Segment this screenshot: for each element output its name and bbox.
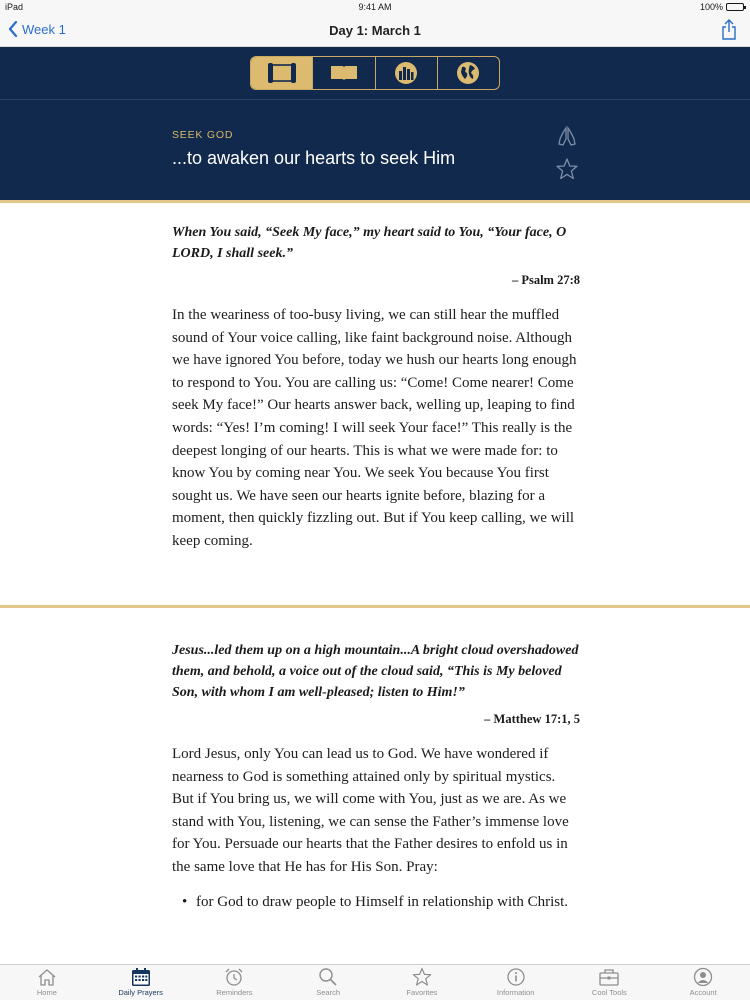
tab-label: Search bbox=[316, 988, 340, 997]
tab-cool-tools[interactable] bbox=[563, 965, 657, 1000]
share-icon bbox=[720, 19, 738, 41]
back-button-label: Week 1 bbox=[22, 21, 66, 37]
device-label: iPad bbox=[5, 2, 24, 12]
prayer-section bbox=[172, 640, 580, 913]
toolbox-icon bbox=[598, 967, 620, 987]
tab-label: Account bbox=[689, 988, 717, 997]
tab-label: Reminders bbox=[216, 988, 253, 997]
day-header bbox=[0, 47, 750, 200]
tab-label: Daily Prayers bbox=[118, 988, 163, 997]
tab-bar bbox=[0, 964, 750, 1000]
praying-hands-icon bbox=[556, 125, 578, 152]
account-icon bbox=[692, 967, 714, 987]
prayer-points bbox=[172, 891, 580, 913]
status-bar bbox=[0, 0, 750, 14]
tab-label: Favorites bbox=[406, 988, 438, 997]
globe-icon bbox=[455, 60, 481, 86]
segment-scroll[interactable] bbox=[251, 57, 313, 89]
battery-percent: 100% bbox=[699, 2, 723, 12]
home-icon bbox=[36, 967, 58, 987]
segment-globe[interactable] bbox=[438, 57, 499, 89]
scripture-reference: – Matthew 17:1, 5 bbox=[484, 712, 580, 726]
navigation-bar bbox=[0, 14, 750, 47]
calendar-icon bbox=[130, 967, 152, 987]
scripture-reference: – Psalm 27:8 bbox=[511, 273, 580, 287]
scripture-quote: Jesus...led them up on a high mountain...A bright cloud overshadowed them, and behold, a voice out of the cloud said, “This is My beloved Son, with whom I am well-pleased; listen to Him!” bbox=[172, 643, 579, 700]
star-icon bbox=[555, 157, 579, 181]
tab-search[interactable] bbox=[281, 965, 375, 1000]
tab-account[interactable] bbox=[656, 965, 750, 1000]
battery-icon bbox=[726, 3, 744, 11]
segment-book[interactable] bbox=[313, 57, 375, 89]
page-title: Day 1: March 1 bbox=[329, 23, 421, 38]
prayer-text: Lord Jesus, only You can lead us to God. We have wondered if nearness to God is something attained only by spiritual mystics. But if You bring us, we will come with You, just as we are. As we stand with You, listening, we can sense the Father’s immense love for You. Persuade our hearts that the Father desires to enfold us in the same love that He has for His Son. Pray: bbox=[172, 746, 569, 875]
section-eyebrow: SEEK GOD bbox=[172, 129, 234, 141]
city-icon bbox=[393, 60, 419, 86]
tab-information[interactable] bbox=[469, 965, 563, 1000]
info-icon bbox=[505, 967, 527, 987]
prayer-title: ...to awaken our hearts to seek Him bbox=[172, 148, 456, 168]
back-button[interactable] bbox=[8, 21, 66, 37]
book-icon bbox=[329, 62, 359, 84]
clock: 9:41 AM bbox=[358, 2, 392, 12]
battery-indicator bbox=[700, 2, 744, 12]
share-button[interactable] bbox=[720, 19, 738, 46]
devotional-section bbox=[172, 222, 580, 553]
scroll-icon bbox=[264, 61, 300, 85]
segment-city[interactable] bbox=[376, 57, 438, 89]
list-item: • for God to draw people to Himself in relationship with Christ. bbox=[182, 891, 580, 913]
gold-divider bbox=[0, 605, 750, 608]
tab-favorites[interactable] bbox=[375, 965, 469, 1000]
tab-label: Cool Tools bbox=[591, 988, 627, 997]
star-icon bbox=[411, 967, 433, 987]
favorite-button[interactable] bbox=[555, 157, 579, 186]
tab-label: Home bbox=[36, 988, 57, 997]
content-type-segmented-control bbox=[250, 56, 500, 90]
search-icon bbox=[317, 967, 339, 987]
tab-label: Information bbox=[496, 988, 535, 997]
scripture-quote: When You said, “Seek My face,” my heart said to You, “Your face, O LORD, I shall seek.” bbox=[172, 225, 567, 261]
tab-home[interactable] bbox=[0, 965, 94, 1000]
tab-reminders[interactable] bbox=[188, 965, 282, 1000]
tab-daily-prayers[interactable] bbox=[94, 965, 188, 1000]
devotional-text: In the weariness of too-busy living, we can still hear the muffled sound of Your voice calling, like faint background noise. Although we have ignored You before, today we hush our hearts long enough to respond to You. You are calling us: “Come! Come nearer! Come seek My face!” Our hearts answer back, welling up, leaping to find words: “Yes! I’m coming! I will seek Your face!” This really is the deepest longing of our hearts. This is what we were made for: to know You by coming near You. We seek You because You first sought us. We have seen our hearts ignite before, blazing for a moment, then quickly fizzling out. But if You keep calling, we will keep coming. bbox=[172, 307, 577, 549]
header-divider bbox=[0, 99, 750, 100]
alarm-clock-icon bbox=[223, 967, 245, 987]
gold-divider bbox=[0, 200, 750, 203]
chevron-left-icon bbox=[8, 21, 18, 37]
